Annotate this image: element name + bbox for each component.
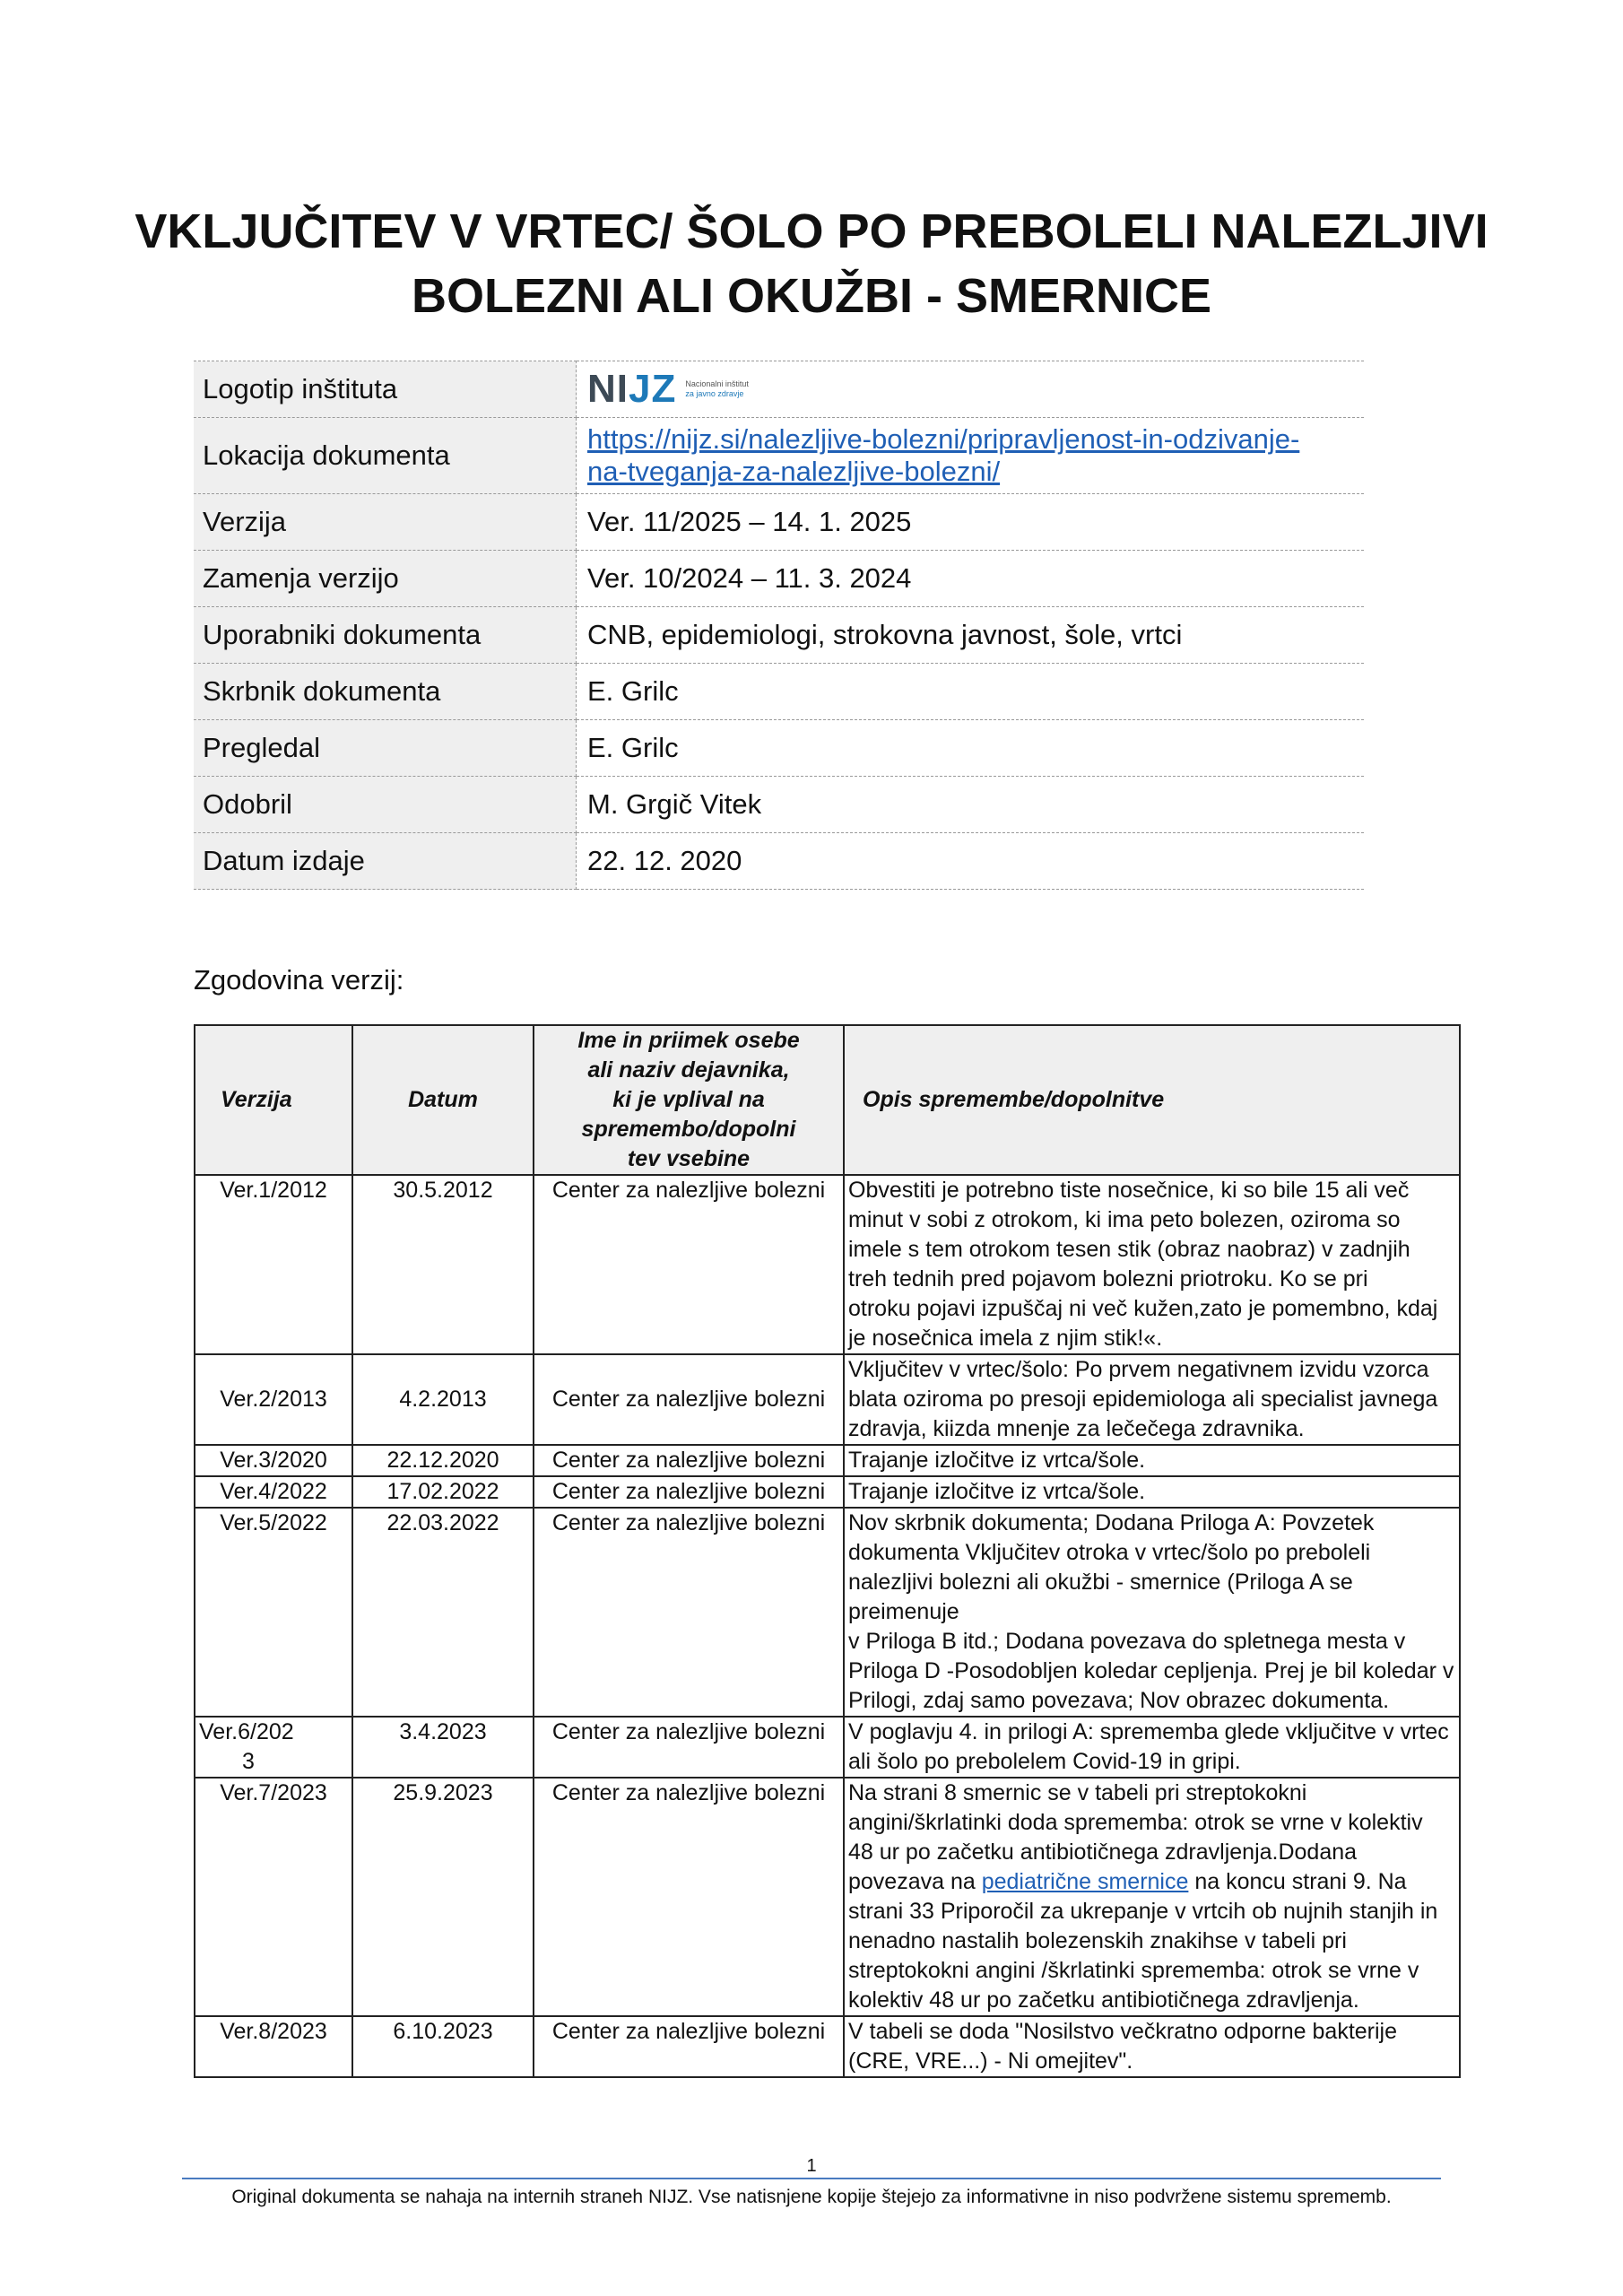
meta-value: E. Grilc	[577, 664, 1365, 720]
row-description: Trajanje izločitve iz vrtca/šole.	[844, 1445, 1460, 1476]
desc-line: blata oziroma po presoji epidemiologa ali specialist javnega	[848, 1387, 1438, 1412]
version-history-heading: Zgodovina verzij:	[194, 964, 404, 996]
desc-line: streptokokni angini /škrlatinki sprememba: otrok se vrne v	[848, 1958, 1419, 1983]
row-version	[195, 1717, 352, 1778]
meta-value: Ver. 10/2024 – 11. 3. 2024	[577, 551, 1365, 607]
row-description	[844, 1508, 1460, 1717]
meta-value: 22. 12. 2020	[577, 833, 1365, 890]
page-number: 1	[806, 2156, 817, 2176]
table-row	[195, 1354, 1460, 1445]
row-author: Center za nalezljive bolezni	[534, 1717, 844, 1778]
logo-text	[685, 379, 749, 399]
row-version: Ver.5/2022	[195, 1508, 352, 1717]
row-description	[844, 1717, 1460, 1778]
row-version: Ver.8/2023	[195, 2016, 352, 2077]
desc-line: kolektiv 48 ur po začetku antibiotičnega zdravljenja.	[848, 1987, 1359, 2013]
row-date: 22.03.2022	[352, 1508, 534, 1717]
row-author: Center za nalezljive bolezni	[534, 1175, 844, 1354]
table-row	[195, 2016, 1460, 2077]
desc-line: nalezljivi bolezni ali okužbi - smernice (Priloga A se preimenuje	[848, 1570, 1353, 1624]
row-author: Center za nalezljive bolezni	[534, 1778, 844, 2016]
header-version: Verzija	[195, 1025, 352, 1175]
meta-value: E. Grilc	[577, 720, 1365, 777]
desc-line: Nov skrbnik dokumenta; Dodana Priloga A: Povzetek	[848, 1510, 1375, 1535]
row-date: 30.5.2012	[352, 1175, 534, 1354]
logo-mark-b: JZ	[629, 367, 677, 411]
table-row	[195, 1778, 1460, 2016]
document-title	[90, 199, 1533, 328]
row-version: Ver.4/2022	[195, 1476, 352, 1508]
link-line-1: https://nijz.si/nalezljive-bolezni/pripravljenost-in-odzivanje-	[587, 423, 1300, 455]
desc-line: Na strani 8 smernic se v tabeli pri streptokokni	[848, 1780, 1307, 1805]
version-history-table	[194, 1024, 1461, 2078]
desc-line: otroku pojavi izpuščaj ni več kužen,zato je pomembno, kdaj	[848, 1296, 1438, 1321]
meta-row-approved	[194, 777, 1364, 833]
row-description	[844, 2016, 1460, 2077]
row-date: 25.9.2023	[352, 1778, 534, 2016]
desc-line: dokumenta Vključitev otroka v vrtec/šolo po preboleli	[848, 1540, 1371, 1565]
meta-label: Lokacija dokumenta	[194, 418, 577, 494]
desc-text: na koncu strani 9. Na	[1188, 1869, 1407, 1894]
row-description	[844, 1778, 1460, 2016]
meta-row-users	[194, 607, 1364, 664]
logo-text-2: za javno zdravje	[685, 389, 744, 398]
header-date: Datum	[352, 1025, 534, 1175]
desc-line: 48 ur po začetku antibiotičnega zdravljenja.Dodana	[848, 1839, 1358, 1865]
desc-line: V poglavju 4. in prilogi A: sprememba glede vključitve v vrtec	[848, 1719, 1449, 1744]
row-version: Ver.3/2020	[195, 1445, 352, 1476]
meta-value: CNB, epidemiologi, strokovna javnost, šole, vrtci	[577, 607, 1365, 664]
header-person-line: Ime in priimek osebe	[577, 1028, 800, 1053]
history-header-row	[195, 1025, 1460, 1175]
desc-line: zdravja, kiizda mnenje za lečečega zdravnika.	[848, 1416, 1305, 1441]
row-version: Ver.7/2023	[195, 1778, 352, 2016]
document-location-link[interactable]	[587, 423, 1299, 487]
meta-label: Datum izdaje	[194, 833, 577, 890]
document-meta-table	[194, 361, 1364, 890]
row-date: 22.12.2020	[352, 1445, 534, 1476]
row-description	[844, 1354, 1460, 1445]
header-person	[534, 1025, 844, 1175]
row-author: Center za nalezljive bolezni	[534, 2016, 844, 2077]
meta-label: Pregledal	[194, 720, 577, 777]
logo-text-1: Nacionalni inštitut	[685, 379, 749, 388]
nijz-logo	[587, 367, 1355, 411]
table-row	[195, 1476, 1460, 1508]
meta-row-reviewed	[194, 720, 1364, 777]
desc-line: minut v sobi z otrokom, ki ima peto bolezen, oziroma so	[848, 1207, 1401, 1232]
row-author: Center za nalezljive bolezni	[534, 1508, 844, 1717]
meta-row-issued	[194, 833, 1364, 890]
row-date: 3.4.2023	[352, 1717, 534, 1778]
meta-label: Zamenja verzijo	[194, 551, 577, 607]
desc-line: Vključitev v vrtec/šolo: Po prvem negativnem izvidu vzorca	[848, 1357, 1429, 1382]
version-line: Ver.6/202	[199, 1719, 294, 1744]
desc-line: v Priloga B itd.; Dodana povezava do spletnega mesta v	[848, 1629, 1406, 1654]
header-person-line: ki je vplival na	[612, 1087, 765, 1112]
meta-label: Odobril	[194, 777, 577, 833]
header-person-line: ali naziv dejavnika,	[587, 1057, 790, 1083]
header-person-line: tev vsebine	[627, 1146, 751, 1171]
meta-row-location	[194, 418, 1364, 494]
footer-divider	[182, 2178, 1441, 2179]
desc-line: strani 33 Priporočil za ukrepanje v vrtcih ob nujnih stanjih in	[848, 1899, 1438, 1924]
meta-label: Logotip inštituta	[194, 361, 577, 418]
meta-label: Uporabniki dokumenta	[194, 607, 577, 664]
footer-note: Original dokumenta se nahaja na internih straneh NIJZ. Vse natisnjene kopije štejejo za informativne in niso podvržene sistemu sprememb.	[231, 2187, 1392, 2207]
row-version: Ver.2/2013	[195, 1354, 352, 1445]
row-date: 6.10.2023	[352, 2016, 534, 2077]
meta-value: M. Grgič Vitek	[577, 777, 1365, 833]
meta-value: Ver. 11/2025 – 14. 1. 2025	[577, 494, 1365, 551]
row-description	[844, 1175, 1460, 1354]
desc-line: je nosečnica imela z njim stik!«.	[848, 1326, 1163, 1351]
desc-line: V tabeli se doda "Nosilstvo večkratno odporne bakterije	[848, 2019, 1397, 2044]
desc-line: ali šolo po prebolelem Covid-19 in gripi.	[848, 1749, 1241, 1774]
meta-row-custodian	[194, 664, 1364, 720]
row-description: Trajanje izločitve iz vrtca/šole.	[844, 1476, 1460, 1508]
desc-text: povezava na	[848, 1869, 982, 1894]
meta-row-logo	[194, 361, 1364, 418]
desc-line: treh tednih pred pojavom bolezni priotroku. Ko se pri	[848, 1266, 1368, 1292]
header-person-line: spremembo/dopolni	[581, 1117, 796, 1142]
table-row	[195, 1445, 1460, 1476]
header-description: Opis spremembe/dopolnitve	[844, 1025, 1460, 1175]
row-date: 4.2.2013	[352, 1354, 534, 1445]
row-author: Center za nalezljive bolezni	[534, 1476, 844, 1508]
meta-row-replaces	[194, 551, 1364, 607]
logo-mark-a: NI	[587, 367, 629, 411]
version-line: 3	[242, 1749, 255, 1774]
meta-value	[577, 361, 1365, 418]
table-row	[195, 1508, 1460, 1717]
nijz-logo-mark	[587, 367, 677, 411]
desc-line: (CRE, VRE...) - Ni omejitev".	[848, 2048, 1133, 2074]
link-line-2: na-tveganja-za-nalezljive-bolezni/	[587, 456, 1001, 487]
meta-row-version	[194, 494, 1364, 551]
row-date: 17.02.2022	[352, 1476, 534, 1508]
desc-line: Prilogi, zdaj samo povezava; Nov obrazec dokumenta.	[848, 1688, 1390, 1713]
title-line-1: VKLJUČITEV V VRTEC/ ŠOLO PO PREBOLELI NALEZLJIVI	[135, 204, 1488, 258]
desc-line: Priloga D -Posodobljen koledar cepljenja. Prej je bil koledar v	[848, 1658, 1454, 1683]
desc-line: nenadno nastalih bolezenskih znakihse v tabeli pri	[848, 1928, 1347, 1953]
meta-label: Verzija	[194, 494, 577, 551]
title-line-2: BOLEZNI ALI OKUŽBI - SMERNICE	[412, 269, 1211, 323]
row-version: Ver.1/2012	[195, 1175, 352, 1354]
row-author: Center za nalezljive bolezni	[534, 1354, 844, 1445]
desc-line: imele s tem otrokom tesen stik (obraz naobraz) v zadnjih	[848, 1237, 1410, 1262]
meta-label: Skrbnik dokumenta	[194, 664, 577, 720]
meta-value	[577, 418, 1365, 494]
desc-line: angini/škrlatinki doda sprememba: otrok se vrne v kolektiv	[848, 1810, 1423, 1835]
desc-line	[848, 1867, 1455, 1897]
table-row	[195, 1717, 1460, 1778]
row-author: Center za nalezljive bolezni	[534, 1445, 844, 1476]
desc-line: Obvestiti je potrebno tiste nosečnice, ki so bile 15 ali več	[848, 1178, 1410, 1203]
table-row	[195, 1175, 1460, 1354]
pediatric-guidelines-link[interactable]: pediatrične smernice	[981, 1869, 1189, 1894]
